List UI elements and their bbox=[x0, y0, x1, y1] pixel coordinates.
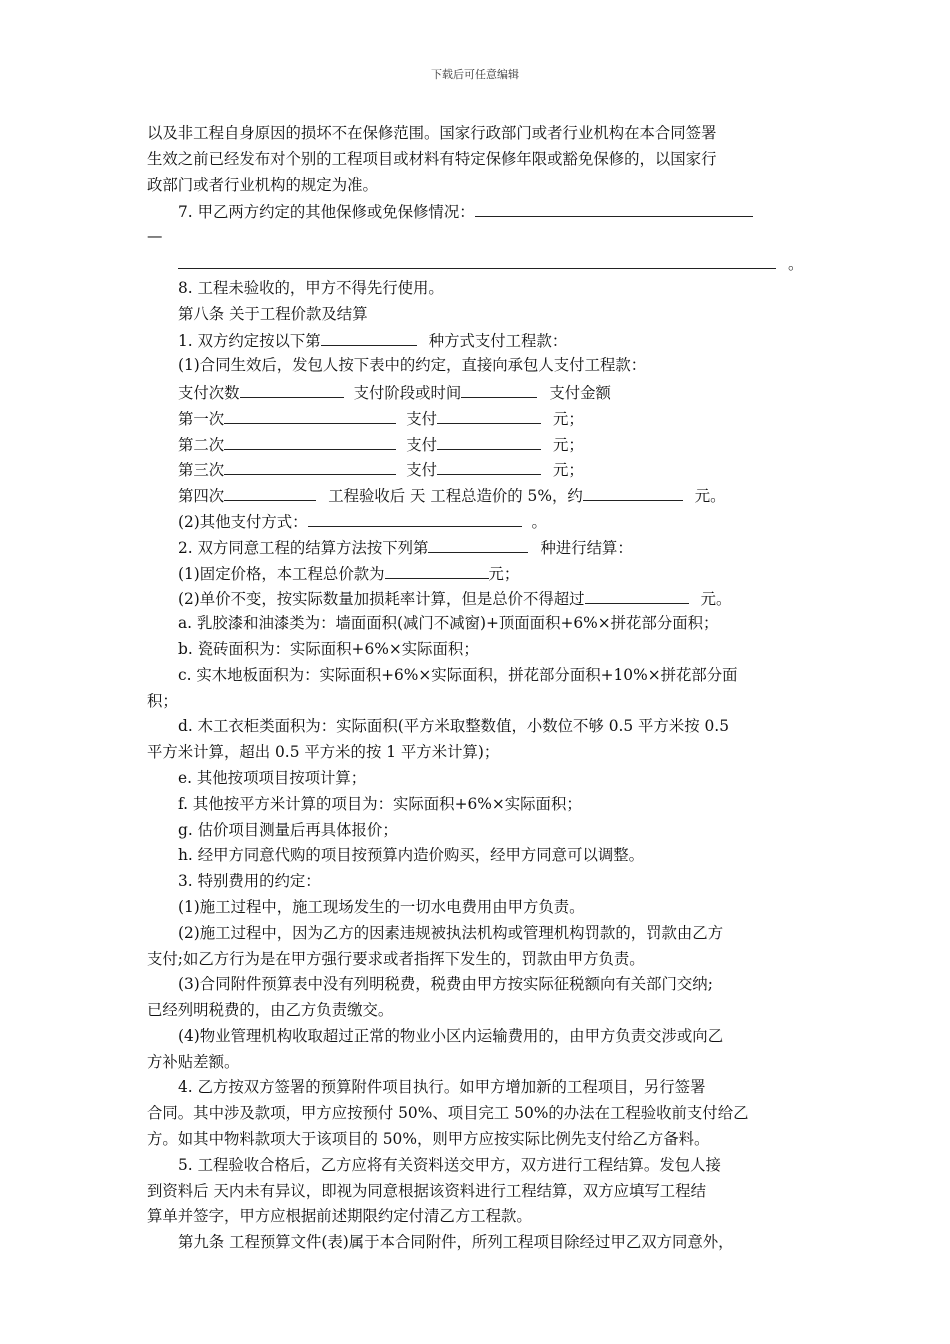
payment-table-header bbox=[147, 379, 813, 405]
article-9-line: 第九条 工程预算文件(表)属于本合同附件，所列工程项目除经过甲乙双方同意外， bbox=[178, 1233, 734, 1252]
text-segment: 支付阶段或时间 bbox=[353, 383, 462, 402]
text-segment: 元； bbox=[552, 409, 584, 428]
settlement-method-line bbox=[147, 534, 813, 560]
text-segment: (2)单价不变，按实际数量加损耗率计算，但是总价不得超过 bbox=[178, 590, 585, 609]
fill-blank[interactable] bbox=[224, 456, 396, 475]
fill-blank[interactable] bbox=[385, 560, 489, 579]
text-segment: 2. 双方同意工程的结算方法按下列第 bbox=[178, 538, 429, 557]
article-8-heading: 第八条 关于工程价款及结算 bbox=[178, 304, 368, 323]
text-segment: 支付金额 bbox=[549, 383, 611, 402]
fill-blank[interactable] bbox=[437, 405, 541, 424]
fill-blank[interactable] bbox=[437, 431, 541, 450]
payment-row bbox=[147, 456, 813, 482]
text-segment: 种进行结算： bbox=[540, 538, 633, 557]
payment-method-line bbox=[147, 327, 813, 353]
text-line: h. 经甲方同意代购的项目按预算内造价购买，经甲方同意可以调整。 bbox=[178, 846, 645, 865]
text-line: 4. 乙方按双方签署的预算附件项目执行。如甲方增加新的工程项目，另行签署 bbox=[178, 1078, 706, 1097]
text-segment: 种方式支付工程款： bbox=[428, 332, 568, 351]
fill-blank[interactable] bbox=[583, 482, 683, 501]
text-line: 合同。其中涉及款项，甲方应按预付 50%、项目完工 50%的办法在工程验收前支付给乙 bbox=[147, 1104, 749, 1123]
text-line: 5. 工程验收合格后，乙方应将有关资料送交甲方，双方进行工程结算。发包人接 bbox=[178, 1155, 721, 1174]
fill-blank[interactable] bbox=[437, 456, 541, 475]
text-segment: 第三次 bbox=[178, 461, 225, 480]
text-line: g. 估价项目测量后再具体报价； bbox=[178, 820, 398, 839]
fill-blank[interactable] bbox=[224, 431, 396, 450]
blank-line bbox=[147, 250, 813, 276]
text-line: (2)施工过程中，因为乙方的因素违规被执法机构或管理机构罚款的，罚款由乙方 bbox=[178, 923, 724, 942]
text-line: b. 瓷砖面积为：实际面积+6%×实际面积； bbox=[178, 639, 479, 658]
fill-blank[interactable] bbox=[428, 534, 528, 553]
text-line: 以及非工程自身原因的损坏不在保修范围。国家行政部门或者行业机构在本合同签署 bbox=[147, 124, 717, 142]
fill-blank[interactable] bbox=[178, 250, 776, 269]
text-line: f. 其他按平方米计算的项目为：实际面积+6%×实际面积； bbox=[178, 794, 582, 813]
text-line: (3)合同附件预算表中没有列明税费，税费由甲方按实际征税额向有关部门交纳; bbox=[178, 975, 713, 994]
text-line: 3. 特别费用的约定： bbox=[178, 872, 321, 891]
text-line: (1)施工过程中，施工现场发生的一切水电费用由甲方负责。 bbox=[178, 897, 585, 916]
text-line: — bbox=[147, 227, 163, 246]
fill-blank[interactable] bbox=[475, 198, 753, 217]
text-segment: 元。 bbox=[700, 590, 732, 609]
text-line: (1)合同生效后，发包人按下表中的约定，直接向承包人支付工程款： bbox=[178, 356, 647, 375]
text-line: 8. 工程未验收的，甲方不得先行使用。 bbox=[178, 278, 444, 297]
text-segment: 元； bbox=[552, 461, 584, 480]
clause-7-line bbox=[147, 198, 813, 224]
document-body bbox=[147, 121, 813, 1256]
text-segment: 第一次 bbox=[178, 409, 225, 428]
text-line: e. 其他按项项目按项计算； bbox=[178, 768, 367, 787]
text-segment: 元； bbox=[488, 564, 520, 583]
text-segment: 支付 bbox=[406, 435, 437, 454]
text-line: a. 乳胶漆和油漆类为：墙面面积(减门不减窗)+顶面面积+6%×拼花部分面积； bbox=[178, 614, 719, 633]
text-line: 支付;如乙方行为是在甲方强行要求或者指挥下发生的，罚款由甲方负责。 bbox=[147, 949, 645, 968]
text-line: 政部门或者行业机构的规定为准。 bbox=[147, 175, 378, 194]
fill-blank[interactable] bbox=[461, 379, 537, 398]
fill-blank[interactable] bbox=[585, 585, 689, 604]
text-line: 到资料后 天内未有异议，即视为同意根据该资料进行工程结算，双方应填写工程结 bbox=[147, 1181, 706, 1200]
text-segment: 元。 bbox=[694, 487, 726, 506]
fill-blank[interactable] bbox=[308, 508, 522, 527]
fixed-price-line bbox=[147, 560, 813, 586]
text-line: 算单并签字，甲方应根据前述期限约定付清乙方工程款。 bbox=[147, 1207, 532, 1226]
text-line: d. 木工衣柜类面积为：实际面积(平方米取整数值，小数位不够 0.5 平方米按 0.5 bbox=[178, 717, 729, 736]
text-segment: 支付 bbox=[406, 461, 437, 480]
text-segment: 1. 双方约定按以下第 bbox=[178, 332, 321, 351]
clause-7-text: 7. 甲乙两方约定的其他保修或免保修情况： bbox=[178, 203, 475, 222]
text-segment: 第四次 bbox=[178, 487, 225, 506]
text-line: 方补贴差额。 bbox=[147, 1052, 240, 1071]
payment-row bbox=[147, 405, 813, 431]
unit-price-line bbox=[147, 585, 813, 611]
fill-blank[interactable] bbox=[240, 379, 344, 398]
text-line: 生效之前已经发布对个别的工程项目或材料有特定保修年限或豁免保修的，以国家行 bbox=[147, 149, 717, 168]
text-line: (4)物业管理机构收取超过正常的物业小区内运输费用的，由甲方负责交涉或向乙 bbox=[178, 1026, 724, 1045]
fill-blank[interactable] bbox=[321, 327, 417, 346]
fill-blank[interactable] bbox=[224, 405, 396, 424]
page-header: 下载后可任意编辑 bbox=[431, 68, 519, 81]
payment-row bbox=[147, 482, 813, 508]
text-line: 方。如其中物料款项大于该项目的 50%，则甲方应按实际比例先支付给乙方备料。 bbox=[147, 1130, 710, 1149]
text-segment: (1)固定价格，本工程总价款为 bbox=[178, 564, 385, 583]
text-line: 平方米计算，超出 0.5 平方米的按 1 平方米计算)； bbox=[147, 743, 500, 762]
other-payment-line bbox=[147, 508, 813, 534]
text-segment: 支付 bbox=[406, 409, 437, 428]
text-segment: (2)其他支付方式： bbox=[178, 512, 308, 531]
text-line: 已经列明税费的，由乙方负责缴交。 bbox=[147, 1001, 394, 1020]
text-segment: 元； bbox=[552, 435, 584, 454]
text-segment: 工程验收后 天 工程总造价的 5%，约 bbox=[328, 487, 583, 506]
text-segment: 第二次 bbox=[178, 435, 225, 454]
text-segment: 支付次数 bbox=[178, 383, 240, 402]
period: 。 bbox=[788, 254, 804, 273]
text-line: c. 实木地板面积为：实际面积+6%×实际面积，拼花部分面积+10%×拼花部分面 bbox=[178, 665, 738, 684]
text-line: 积； bbox=[147, 691, 178, 710]
text-segment: 。 bbox=[531, 512, 547, 531]
payment-row bbox=[147, 431, 813, 457]
fill-blank[interactable] bbox=[224, 482, 316, 501]
